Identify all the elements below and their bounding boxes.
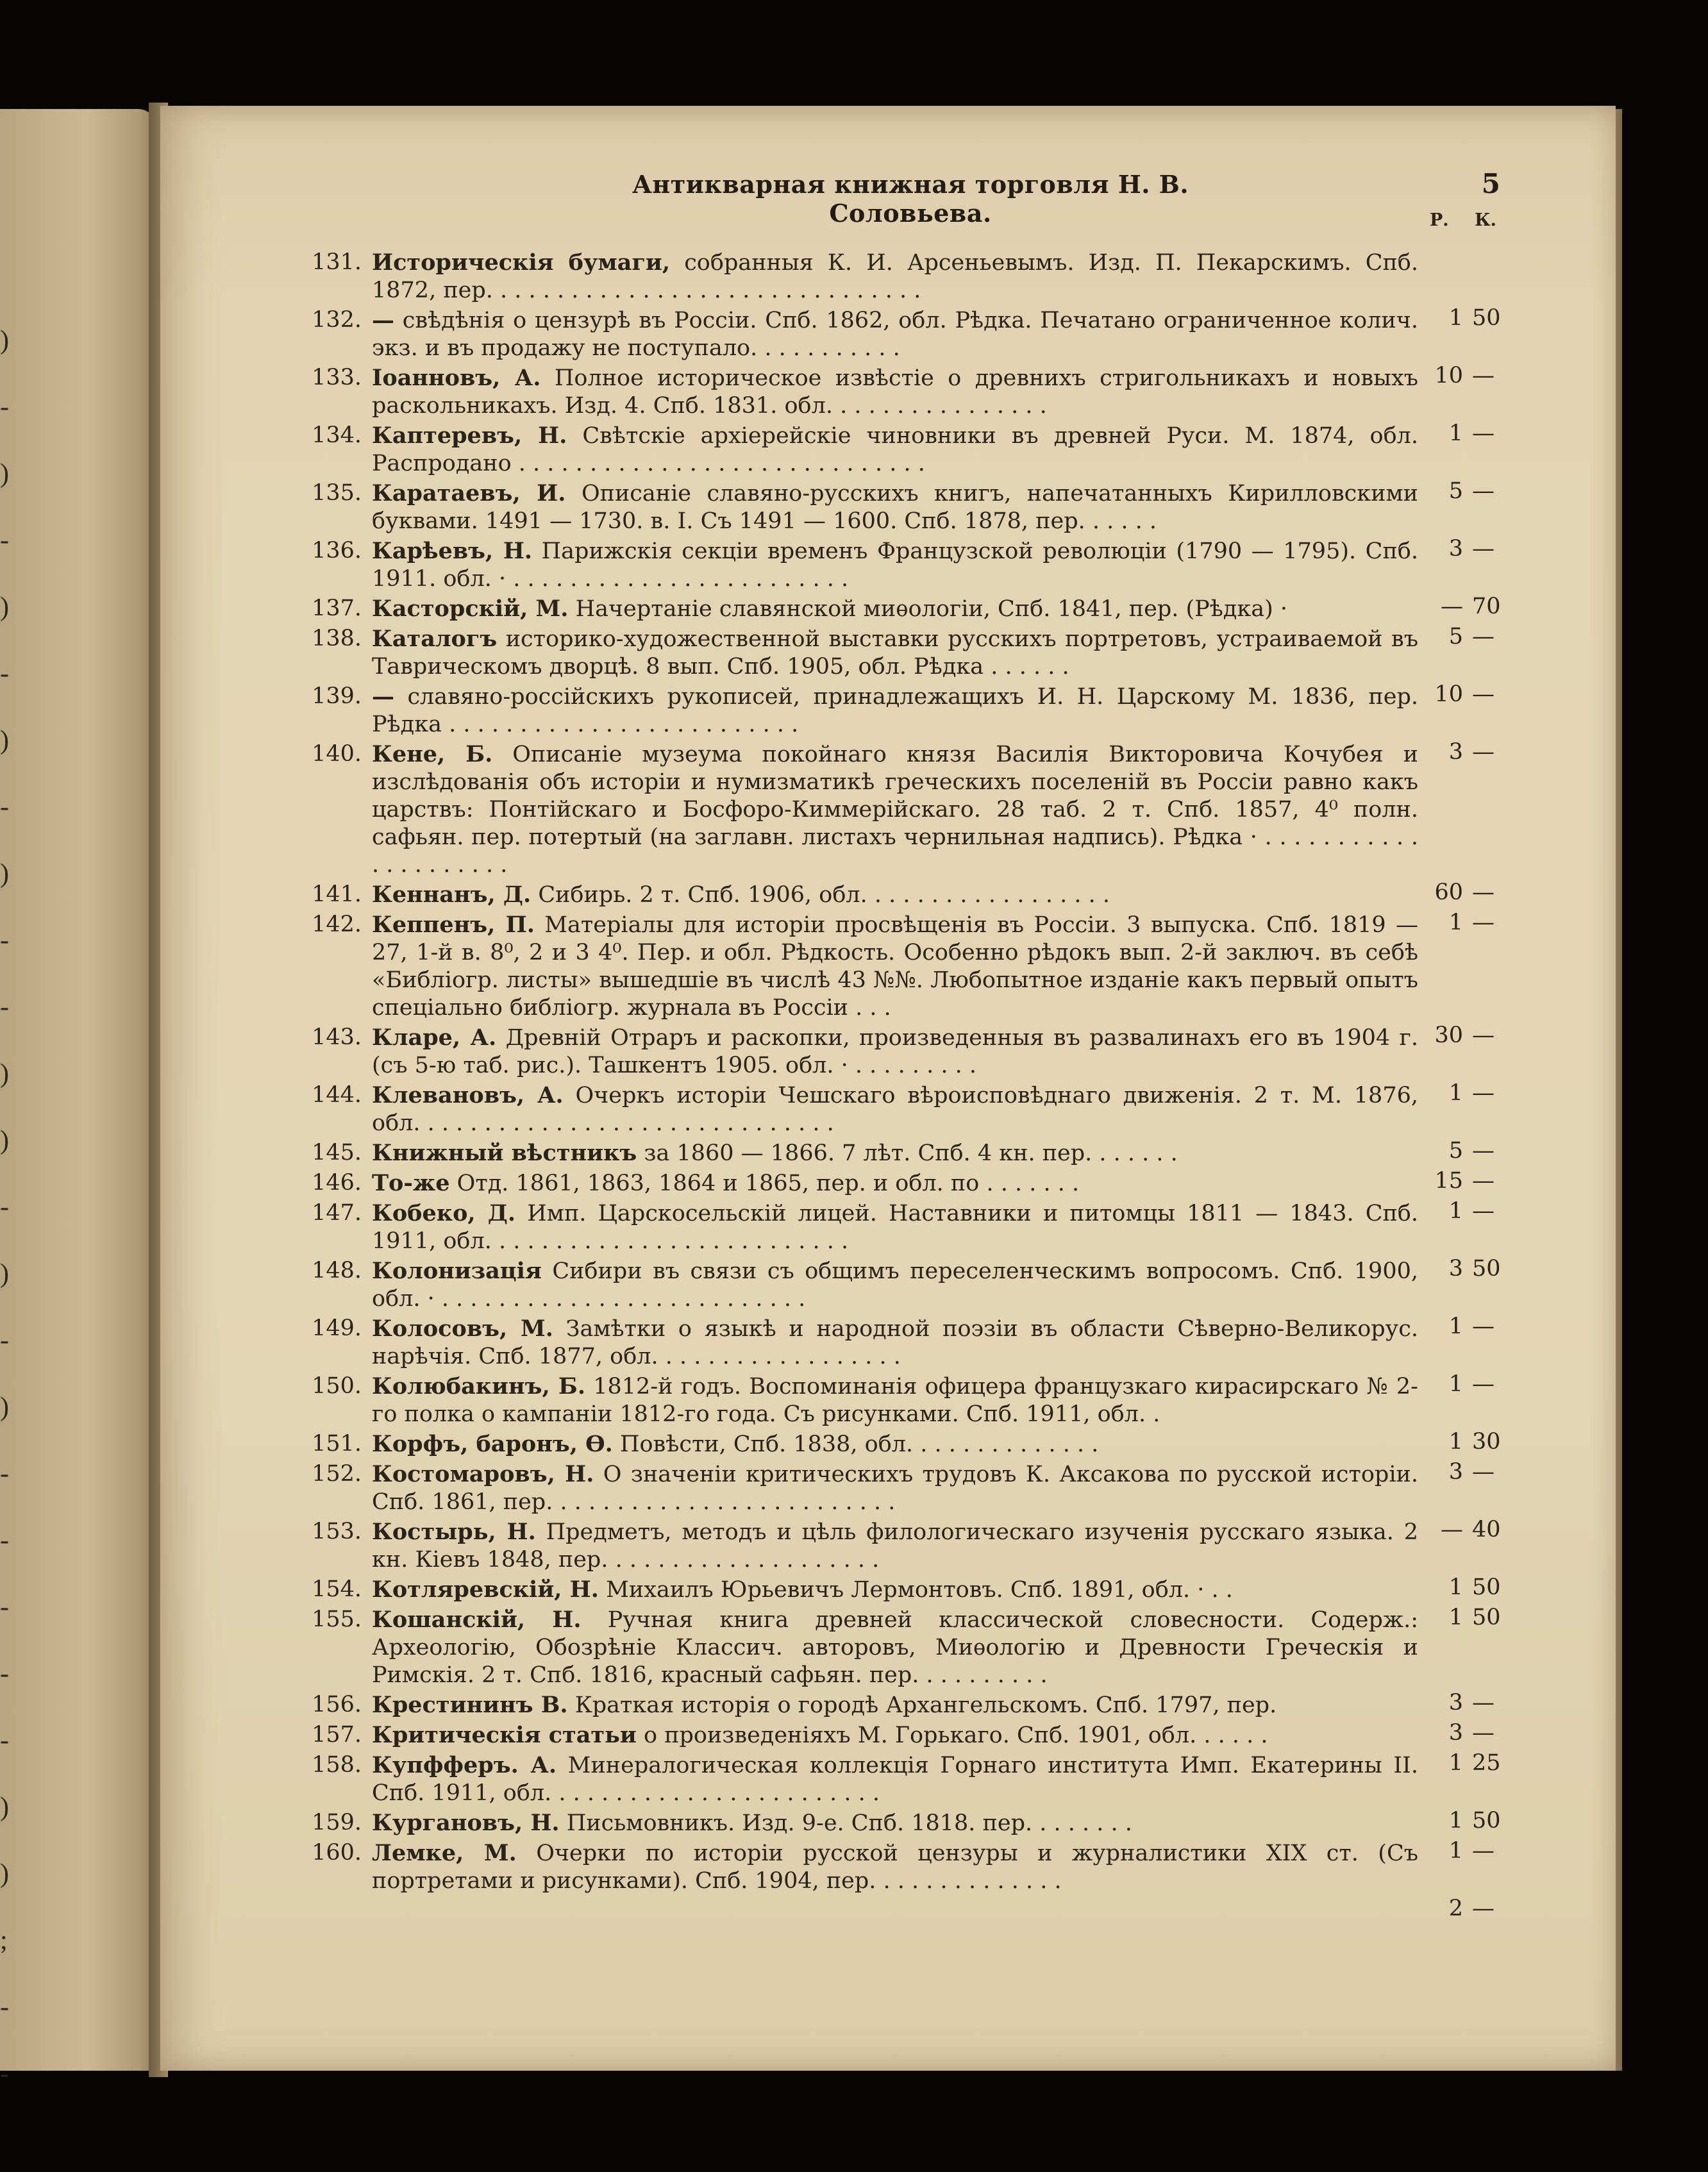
catalog-entry: [301, 1839, 1520, 1921]
price-rubles: 30: [1434, 1023, 1463, 1048]
price-kopecks: —: [1472, 1690, 1494, 1716]
price-rubles: 1: [1448, 1605, 1463, 1630]
entry-text: [372, 740, 1418, 879]
left-margin-mark: ): [0, 1059, 9, 1089]
price-kopecks: —: [1472, 1314, 1494, 1339]
entry-description: о произведеніяхъ М. Горькаго. Спб. 1901, обл. . . . . .: [643, 1723, 1268, 1748]
price-kopecks: —: [1472, 536, 1494, 562]
price-kopecks: —: [1472, 1459, 1494, 1485]
entry-number: 157.: [312, 1722, 362, 1748]
left-margin-mark: ): [0, 1392, 9, 1422]
price-kopecks: —: [1472, 1371, 1494, 1397]
price-kopecks: —: [1472, 910, 1494, 935]
price-kopecks: —: [1472, 1023, 1494, 1048]
entry-author: То-же: [372, 1170, 450, 1196]
entry-author: Купфферъ. А.: [372, 1752, 557, 1778]
entry-text: [372, 911, 1418, 1022]
entry-author: Карѣевъ, Н.: [372, 538, 533, 564]
entry-description: свѣдѣнія о цензурѣ въ Россіи. Спб. 1862, обл. Рѣдка. Печатано ограниченное колич. экз. и въ продажу не поступало. . . . . . . . . . .: [372, 308, 1418, 361]
entry-description: Замѣтки о языкѣ и народной поэзіи въ области Сѣверно-Великорус. нарѣчія. Спб. 1877, обл. . . . . . . . . . . . . . . . . .: [372, 1316, 1418, 1369]
entry-text: [372, 422, 1418, 478]
price-kopecks: —: [1472, 880, 1494, 905]
left-margin-mark: -: [0, 1992, 9, 2022]
entry-description: Отд. 1861, 1863, 1864 и 1865, пер. и обл. по . . . . . . .: [456, 1171, 1080, 1196]
price-kopecks: —: [1472, 1138, 1494, 1164]
entry-description: собранныя К. И. Арсеньевымъ. Изд. П. Пекарскимъ. Спб. 1872, пер. . . . . . . . . . . . . . . . . . . . . . . . . . . . . . .: [372, 250, 1418, 303]
left-margin-mark: ): [0, 726, 9, 755]
price-rubles: 3: [1448, 1256, 1463, 1282]
price-rubles: 5: [1448, 478, 1463, 504]
price-kopecks: —: [1472, 1896, 1494, 1921]
entry-author: Колюбакинъ, Б.: [372, 1373, 586, 1399]
left-margin-mark: -: [0, 1726, 9, 1755]
left-margin-mark: -: [0, 792, 9, 822]
entry-text: [372, 1082, 1418, 1137]
price-rubles: 15: [1434, 1168, 1463, 1194]
entry-text: [372, 249, 1418, 305]
entry-text: [372, 480, 1418, 535]
price-kopecks: 50: [1472, 1256, 1501, 1282]
price-rubles: 1: [1448, 1575, 1463, 1600]
entry-author: Іоанновъ, А.: [372, 365, 541, 391]
price-rubles: 1: [1448, 1750, 1463, 1776]
price-rubles: 3: [1448, 1720, 1463, 1746]
left-margin-marks: [0, 109, 26, 2089]
left-margin-mark: -: [0, 1326, 9, 1355]
price-rubles: 1: [1448, 1429, 1463, 1455]
price-rubles: 2: [1448, 1896, 1463, 1921]
entry-number: 147.: [312, 1200, 362, 1226]
entry-author: Кеннанъ, Д.: [372, 881, 532, 908]
entry-number: 146.: [312, 1170, 362, 1196]
entry-number: 155.: [312, 1607, 362, 1632]
left-margin-mark: ): [0, 592, 9, 622]
entry-number: 151.: [312, 1431, 362, 1457]
entry-number: 138.: [312, 626, 362, 651]
entry-text: [372, 1373, 1418, 1428]
price-rubles: 1: [1448, 1808, 1463, 1834]
entry-description: Парижскія секціи временъ Французской революціи (1790 — 1795). Спб. 1911. обл. · . . . . . . . . . . . . . . . . . . . . . . . .: [372, 539, 1418, 592]
price-rubles: 5: [1448, 624, 1463, 649]
entry-description: Минералогическая коллекція Горнаго института Имп. Екатерины II. Спб. 1911, обл. . . . . . . . . . . . . . . . . . . . . . . .: [372, 1753, 1418, 1806]
entry-number: 142.: [312, 912, 362, 937]
price-kopecks: —: [1472, 739, 1494, 765]
price-rubles: 1: [1448, 910, 1463, 935]
price-rubles: 1: [1448, 1314, 1463, 1339]
price-kopecks: —: [1472, 1720, 1494, 1746]
entry-author: Критическія статьи: [372, 1722, 637, 1748]
left-margin-mark: -: [0, 1659, 9, 1689]
entry-text: [372, 1839, 1418, 1895]
price-kopecks: 50: [1472, 1605, 1501, 1630]
entry-number: 150.: [312, 1373, 362, 1399]
entry-number: 152.: [312, 1461, 362, 1487]
entry-author: Костырь, Н.: [372, 1519, 536, 1545]
price-kopecks: —: [1472, 624, 1494, 649]
entry-text: [372, 1518, 1418, 1574]
price-kopecks: 30: [1472, 1429, 1501, 1455]
entry-author: Клевановъ, А.: [372, 1082, 564, 1108]
entry-author: —: [372, 683, 394, 710]
entry-text: [372, 306, 1418, 362]
price-rubles: 5: [1448, 1138, 1463, 1164]
entry-description: Сибири въ связи съ общимъ переселенческимъ вопросомъ. Спб. 1900, обл. · . . . . . . . . . . . . . . . . . . . . . . . . . .: [372, 1258, 1418, 1312]
price-kopecks: —: [1472, 681, 1494, 707]
entry-number: 158.: [312, 1752, 362, 1778]
left-margin-mark: -: [0, 2059, 9, 2089]
entry-description: Матеріалы для исторіи просвѣщенія въ Россіи. 3 выпуска. Спб. 1819 — 27, 1-й в. 8⁰, 2 и 3 4⁰. Пер. и обл. Рѣдкость. Особенно рѣдокъ вып. 2-й заключ. въ себѣ «Библіогр. листы» вышедшіе въ числѣ 43 №№. Любопытное изданіе какъ первый опытъ спеціально библіогр. журнала въ Россіи . . .: [372, 912, 1419, 1021]
left-margin-mark: -: [0, 659, 9, 689]
entry-text: [372, 1721, 1418, 1750]
price-kopecks: 50: [1472, 1808, 1501, 1834]
entry-description: Предметъ, методъ и цѣль филологическаго изученія русскаго языка. 2 кн. Кіевъ 1848, пер. . . . . . . . . . . . . . . . . . . .: [372, 1519, 1418, 1573]
entry-text: [372, 1809, 1418, 1837]
left-margin-mark: ;: [0, 1926, 8, 1955]
entry-text: [372, 1169, 1418, 1198]
entry-author: Каратаевъ, И.: [372, 480, 566, 506]
entry-author: Каптеревъ, Н.: [372, 422, 567, 449]
price-rubles: 10: [1434, 363, 1463, 388]
price-kopecks: 50: [1472, 1575, 1501, 1600]
entry-number: 156.: [312, 1692, 362, 1717]
left-margin-mark: ): [0, 1126, 9, 1155]
entry-number: 140.: [312, 741, 362, 767]
entry-author: Историческія бумаги,: [372, 249, 671, 276]
entry-number: 154.: [312, 1576, 362, 1602]
price-rubles: 1: [1448, 1838, 1463, 1864]
price-rubles: 3: [1448, 739, 1463, 765]
entry-number: 153.: [312, 1519, 362, 1544]
price-rubles: —: [1441, 594, 1463, 619]
entry-number: 149.: [312, 1316, 362, 1341]
entry-text: [372, 1430, 1418, 1458]
entry-author: Кларе, А.: [372, 1024, 497, 1051]
entry-number: 145.: [312, 1140, 362, 1165]
price-kopecks: —: [1472, 1198, 1494, 1224]
entry-number: 148.: [312, 1258, 362, 1283]
price-rubles: 3: [1448, 1690, 1463, 1716]
entry-description: Свѣтскіе архіерейскіе чиновники въ древней Руси. М. 1874, обл. Распродано . . . . . . . . . . . . . . . . . . . . . . . . . . . . .: [372, 423, 1418, 476]
entry-description: Имп. Царскосельскій лицей. Наставники и питомцы 1811 — 1843. Спб. 1911, обл. . . . . . . . . . . . . . . . . . . . . . . . . .: [372, 1201, 1419, 1254]
entry-description: Михаилъ Юрьевичъ Лермонтовъ. Спб. 1891, обл. · . .: [606, 1577, 1233, 1603]
price-kopecks: —: [1472, 1168, 1494, 1194]
price-rubles: 1: [1448, 305, 1463, 331]
entry-description: Повѣсти, Спб. 1838, обл. . . . . . . . . . . . . .: [619, 1432, 1099, 1457]
left-margin-mark: -: [0, 526, 9, 555]
price-kopecks: 40: [1472, 1517, 1501, 1542]
entry-author: Костомаровъ, Н.: [372, 1461, 594, 1487]
price-rubles: 1: [1448, 421, 1463, 446]
price-rubles: 3: [1448, 1459, 1463, 1485]
price-kopecks: 50: [1472, 305, 1501, 331]
price-kopecks: —: [1472, 363, 1494, 388]
entry-description: Описаніе музеума покойнаго князя Василія Викторовича Кочубея и изслѣдованія объ исторіи и нумизматикѣ греческихъ поселеній въ Россіи равно какъ царствъ: Понтійскаго и Босфоро-Киммерійскаго. 28 таб. 2 т. Спб. 1857, 4⁰ полн. сафьян. пер. потертый (на заглавн. листахъ чернильная надпись). Рѣдка · . . . . . . . . . . . . . . . . . . . . .: [372, 742, 1418, 878]
price-rubles: 3: [1448, 536, 1463, 562]
entry-description: Письмовникъ. Изд. 9-е. Спб. 1818. пер. . . . . . . .: [566, 1810, 1132, 1836]
left-margin-mark: -: [0, 1526, 9, 1555]
entry-author: Колонизація: [372, 1258, 542, 1284]
entry-text: [372, 1751, 1418, 1807]
left-margin-mark: ): [0, 459, 9, 489]
left-margin-mark: -: [0, 1192, 9, 1222]
entry-description: 1812-й годъ. Воспоминанія офицера французкаго кирасирскаго № 2-го полка о кампаніи 1812-го года. Съ рисунками. Спб. 1911, обл. .: [372, 1374, 1418, 1427]
entry-author: Котляревскій, Н.: [372, 1576, 599, 1603]
catalog-entries: [301, 249, 1520, 1921]
entry-number: 143.: [312, 1024, 362, 1050]
entry-text: [372, 1257, 1418, 1313]
left-page-edge: [0, 109, 157, 2089]
entry-author: —: [372, 307, 394, 333]
price-rubles: 1: [1448, 1371, 1463, 1397]
entry-description: Начертаніе славянской миѳологіи, Спб. 1841, пер. (Рѣдка) ·: [575, 596, 1288, 622]
entry-number: 141.: [312, 881, 362, 907]
left-margin-mark: ): [0, 1859, 9, 1889]
entry-text: [372, 1315, 1418, 1371]
entry-number: 136.: [312, 538, 362, 564]
entry-text: [372, 625, 1418, 681]
entry-description: славяно-россійскихъ рукописей, принадлежащихъ И. Н. Царскому М. 1836, пер. Рѣдка . . . . . . . . . . . . . . . . . . . . . . . . .: [372, 684, 1418, 737]
entry-text: [372, 1024, 1418, 1080]
price-kopecks: —: [1472, 1080, 1494, 1106]
entry-number: 134.: [312, 422, 362, 448]
entry-number: 135.: [312, 480, 362, 506]
entry-number: 144.: [312, 1082, 362, 1108]
price-kopecks: —: [1472, 1838, 1494, 1864]
entry-text: [372, 881, 1418, 909]
entry-text: [372, 1139, 1418, 1167]
entry-author: Кошанскій, Н.: [372, 1607, 582, 1633]
entry-author: Кобеко, Д.: [372, 1200, 516, 1226]
entry-number: 137.: [312, 596, 362, 621]
price-kopecks: 25: [1472, 1750, 1501, 1776]
entry-number: 131.: [312, 249, 362, 275]
entry-text: [372, 537, 1418, 593]
entry-author: Касторскій, М.: [372, 596, 569, 622]
entry-author: Каталогъ: [372, 626, 498, 652]
entry-number: 160.: [312, 1840, 362, 1866]
left-margin-mark: -: [0, 926, 9, 955]
left-margin-mark: -: [0, 992, 9, 1022]
entry-description: Ручная книга древней классической словесности. Содерж.: Археологію, Обозрѣніе Классич. авторовъ, Миѳологію и Древности Греческія и Римскія. 2 т. Спб. 1816, красный сафьян. пер. . . . . . . . . .: [372, 1607, 1418, 1688]
entry-text: [372, 1606, 1418, 1689]
entry-description: Очерки по исторіи русской цензуры и журналистики XIX ст. (Съ портретами и рисунками). Спб. 1904, пер. . . . . . . . . . . . . .: [372, 1841, 1418, 1894]
entry-description: Очеркъ исторіи Чешскаго вѣроисповѣднаго движенія. 2 т. М. 1876, обл. . . . . . . . . . . . . . . . . . . . . . . . . . . . . .: [372, 1083, 1418, 1136]
entry-author: Лемке, М.: [372, 1840, 517, 1866]
page-number: 5: [1481, 168, 1500, 199]
left-margin-mark: ): [0, 326, 9, 355]
entry-text: [372, 683, 1418, 739]
entry-description: О значеніи критическихъ трудовъ К. Аксакова по русской исторіи. Спб. 1861, пер. . . . . . . . . . . . . . . . . . . . . . . . .: [372, 1462, 1418, 1515]
price-rubles: —: [1441, 1517, 1463, 1542]
price-rubles: 1: [1448, 1198, 1463, 1224]
left-margin-mark: ): [0, 859, 9, 889]
price-rubles: 1: [1448, 1080, 1463, 1106]
left-margin-mark: ): [0, 1792, 9, 1822]
entry-description: за 1860 — 1866. 7 лѣт. Спб. 4 кн. пер. . . . . . .: [644, 1140, 1178, 1166]
entry-author: Крестининъ В.: [372, 1692, 568, 1718]
entry-number: 139.: [312, 683, 362, 709]
entry-description: историко-художественной выставки русскихъ портретовъ, устраиваемой въ Таврическомъ дворцѣ. 8 вып. Спб. 1905, обл. Рѣдка . . . . . .: [372, 626, 1418, 680]
entry-description: Полное историческое извѣстіе о древнихъ стригольникахъ и новыхъ раскольникахъ. Изд. 4. Спб. 1831. обл. . . . . . . . . . . . . . . .: [372, 365, 1418, 419]
entry-text: [372, 595, 1418, 623]
entry-author: Кургановъ, Н.: [372, 1810, 560, 1836]
page-header-title: Антикварная книжная торговля Н. В. Соловьева.: [632, 170, 1189, 228]
price-rubles: 10: [1434, 681, 1463, 707]
entry-description: Описаніе славяно-русскихъ книгъ, напечатанныхъ Кирилловскими буквами. 1491 — 1730. в. I. Съ 1491 — 1600. Спб. 1878, пер. . . . . .: [372, 481, 1419, 534]
price-rubles: 60: [1434, 880, 1463, 905]
entry-number: 133.: [312, 365, 362, 390]
left-margin-mark: ): [0, 1259, 9, 1289]
left-margin-mark: -: [0, 1592, 9, 1622]
rubles-column-label: Р.: [1430, 210, 1449, 230]
entry-text: [372, 1199, 1418, 1255]
entry-author: Книжный вѣстникъ: [372, 1140, 637, 1166]
entry-description: Краткая исторія о городѣ Архангельскомъ. Спб. 1797, пер.: [574, 1692, 1277, 1718]
entry-description: Сибирь. 2 т. Спб. 1906, обл. . . . . . . . . . . . . . . . . .: [538, 882, 1110, 908]
entry-number: 159.: [312, 1810, 362, 1835]
entry-text: [372, 1576, 1418, 1604]
entry-author: Корфъ, баронъ, Ѳ.: [372, 1431, 613, 1457]
price-kopecks: —: [1472, 478, 1494, 504]
entry-text: [372, 1691, 1418, 1719]
entry-author: Кеппенъ, П.: [372, 912, 535, 938]
price-kopecks: 70: [1472, 594, 1501, 619]
entry-text: [372, 364, 1418, 420]
left-margin-mark: -: [0, 392, 9, 422]
entry-description: Древній Отраръ и раскопки, произведенныя въ развалинахъ его въ 1904 г. (съ 5-ю таб. рис.). Ташкентъ 1905. обл. · . . . . . . . . .: [372, 1025, 1418, 1078]
left-margin-mark: -: [0, 1459, 9, 1489]
price-kopecks: —: [1472, 421, 1494, 446]
entry-text: [372, 1460, 1418, 1516]
entry-author: Кене, Б.: [372, 741, 493, 767]
kopecks-column-label: К.: [1475, 210, 1496, 230]
entry-number: 132.: [312, 307, 362, 333]
entry-author: Колосовъ, М.: [372, 1316, 553, 1342]
